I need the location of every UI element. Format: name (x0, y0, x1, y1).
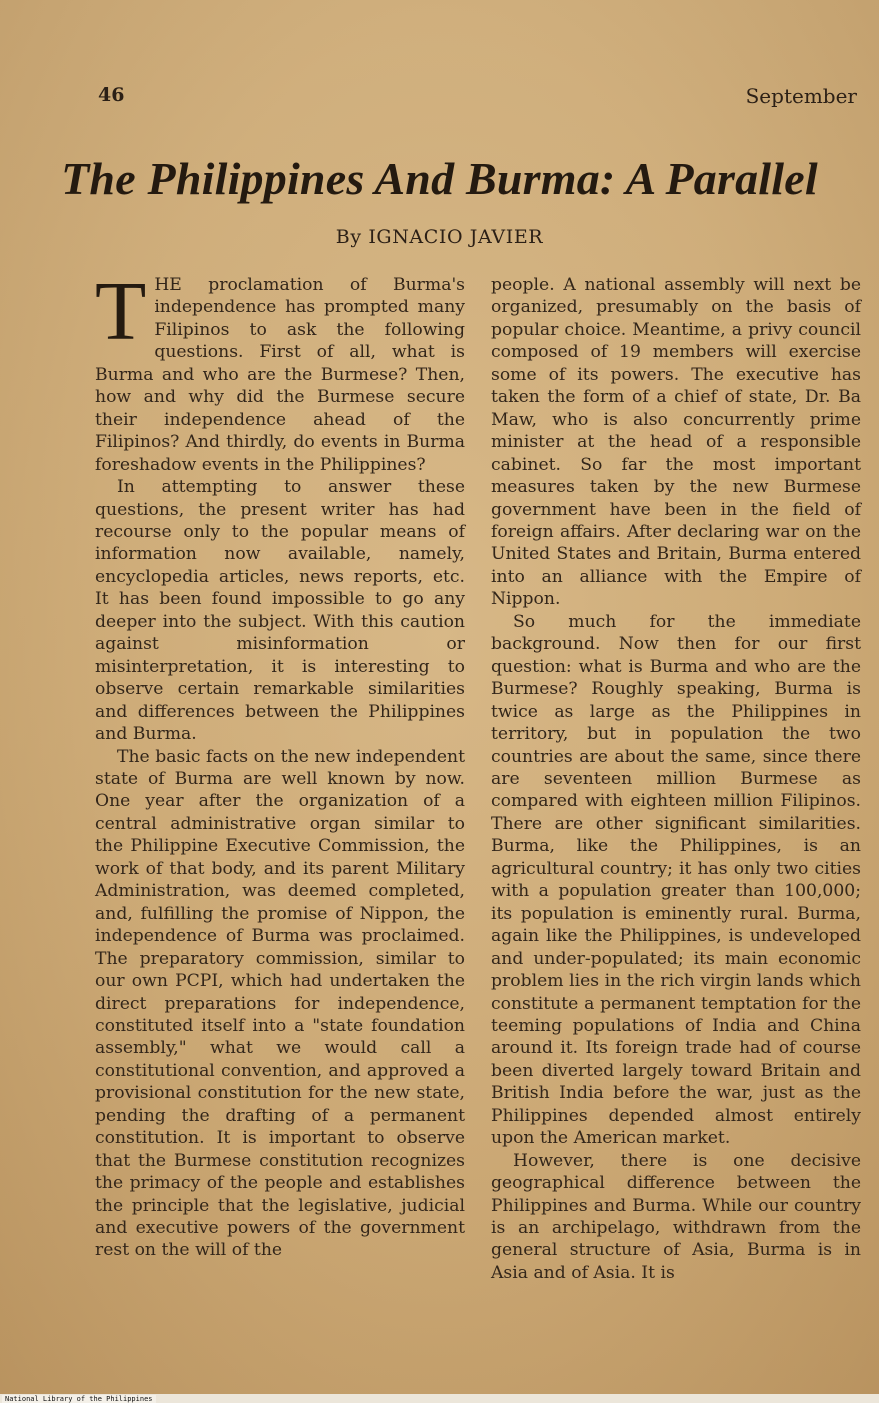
running-header-month: September (745, 84, 857, 108)
paragraph: However, there is one decisive geographical difference between the Philippines and Burma. While our country is an archipelago, withdrawn from the general structure of Asia, Burma is in Asia and of Asia. It is (491, 1150, 861, 1283)
drop-cap: T (95, 265, 147, 358)
paragraph: So much for the immediate background. Now then for our first question: what is Burma and who are the Burmese? Roughly speaking, Burma is twice as large as the Philippines in territory, but in population the two countries are about the same, since there are seventeen million Burmese as compared with eighteen million Filipinos. There are other significant similarities. Burma, like the Philippines, is an agricultural country; it has only two cities with a population greater than 100,000; its population is eminently rural. Burma, again like the Philippines, is undeveloped and under-populated; its main economic problem lies in the rich virgin lands which constitute a permanent temptation for the teeming populations of India and China around it. Its foreign trade had of course been diverted largely toward Britain and British India before the war, just as the Philippines depended almost entirely upon the American market. (491, 611, 861, 1149)
paragraph: The basic facts on the new independent state of Burma are well known by now. One year after the organization of a central administrative organ similar to the Philippine Executive Commission, the work of that body, and its parent Military Administration, was deemed completed, and, fulfilling the promise of Nippon, the independence of Burma was proclaimed. The preparatory commission, similar to our own PCPI, which had undertaken the direct preparations for independence, constituted itself into a "state foundation assembly," what we would call a constitutional convention, and approved a provisional constitution for the new state, pending the drafting of a permanent constitution. It is important to observe that the Burmese constitution recognizes the primacy of the people and establishes the principle that the legislative, judicial and executive powers of the government rest on the will of the (95, 746, 465, 1261)
article-byline: By IGNACIO JAVIER (335, 226, 544, 248)
page-number: 46 (98, 84, 125, 106)
right-column (491, 274, 861, 1284)
paragraph (95, 265, 465, 476)
paragraph: people. A national assembly will next be organized, presumably on the basis of popular choice. Meantime, a privy council composed of 19 members will exercise some of its powers. The executive has taken the form of a chief of state, Dr. Ba Maw, who is also concurrently prime minister at the head of a responsible cabinet. So far the most important measures taken by the new Burmese government have been in the field of foreign affairs. After declaring war on the United States and Britain, Burma entered into an alliance with the Empire of Nippon. (491, 275, 861, 610)
paragraph-text: HE proclamation of Burma's independence has prompted many Filipinos to ask the following questions. First of all, what is Burma and who are the Burmese? Then, how and why did the Burmese secure their independence ahead of the Filipinos? And thirdly, do events in Burma foreshadow events in the Philippines? (95, 275, 465, 475)
left-column (95, 265, 465, 1262)
paragraph: In attempting to answer these questions, the present writer has had recourse only to the popular means of information now available, namely, encyclopedia articles, news reports, etc. It has been found impossible to go any deeper into the subject. With this caution against misinformation or misinterpretation, it is interesting to observe certain remarkable similarities and differences between the Philippines and Burma. (95, 477, 465, 745)
article-title: The Philippines And Burma: A Parallel (61, 153, 818, 204)
footer-credit: National Library of the Philippines (2, 1395, 156, 1403)
